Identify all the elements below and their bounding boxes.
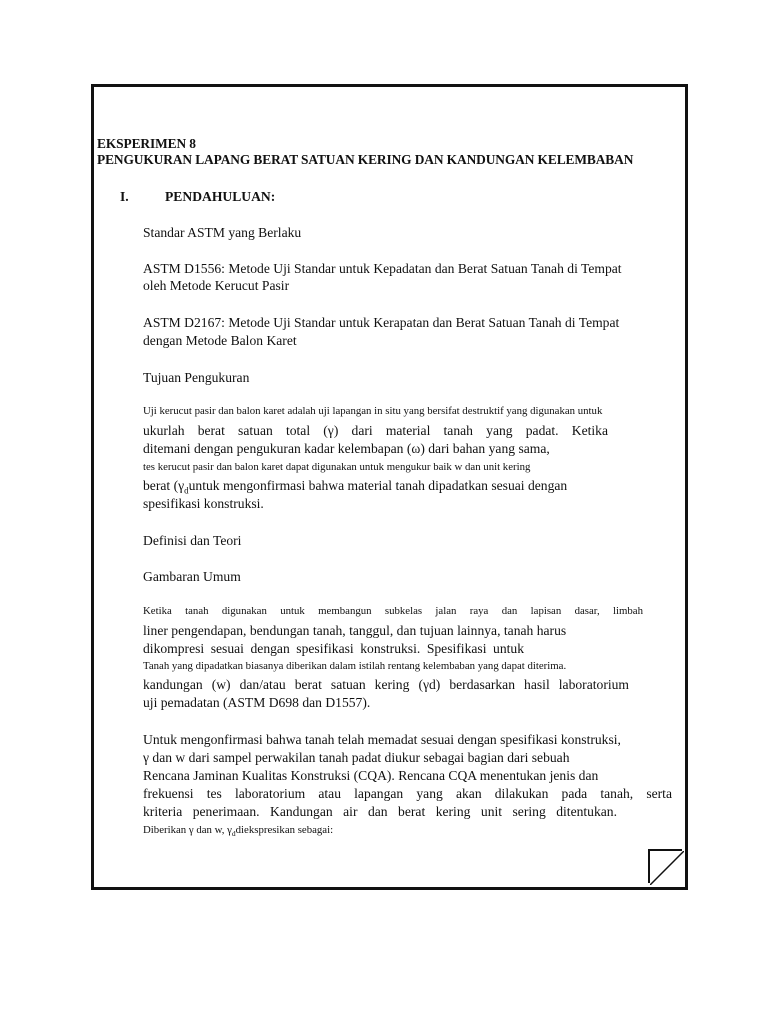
document-title: PENGUKURAN LAPANG BERAT SATUAN KERING DAN KANDUNGAN KELEMBABAN xyxy=(97,152,634,167)
astm-d2167-line2: dengan Metode Balon Karet xyxy=(143,333,297,348)
overview-p1-line-2: liner pengendapan, bendungan tanah, tanggul, dan tujuan lainnya, tanah harus xyxy=(143,623,567,638)
overview-p2-line-6-subscript: d xyxy=(231,829,236,839)
definitions-heading: Definisi dan Teori xyxy=(143,533,242,548)
standards-heading: Standar ASTM yang Berlaku xyxy=(143,225,302,240)
overview-p2-line-3: Rencana Jaminan Kualitas Konstruksi (CQA). Rencana CQA menentukan jenis dan xyxy=(143,768,599,783)
overview-p1-line-4: Tanah yang dipadatkan biasanya diberikan dalam istilah rentang kelembaban yang dapat diterima. xyxy=(143,660,567,672)
section-number: I. xyxy=(120,189,129,204)
purpose-line-5 xyxy=(143,478,567,496)
overview-p2-line-6-prefix: Diberikan γ dan w, γ xyxy=(143,824,232,836)
overview-p2-line-6 xyxy=(143,824,333,838)
purpose-line-5-subscript: d xyxy=(184,485,189,496)
overview-p2-line-4: frekuensi tes laboratorium atau lapangan yang akan dilakukan pada tanah, serta xyxy=(143,786,672,801)
purpose-line-1: Uji kerucut pasir dan balon karet adalah uji lapangan in situ yang bersifat destruktif yang digunakan untuk xyxy=(143,405,603,417)
astm-d1556-line1: ASTM D1556: Metode Uji Standar untuk Kepadatan dan Berat Satuan Tanah di Tempat xyxy=(143,261,622,276)
overview-heading: Gambaran Umum xyxy=(143,569,241,584)
overview-p1-line-3: dikompresi sesuai dengan spesifikasi konstruksi. Spesifikasi untuk xyxy=(143,641,524,656)
purpose-line-4: tes kerucut pasir dan balon karet dapat digunakan untuk mengukur baik w dan unit kering xyxy=(143,461,531,473)
overview-p2-line-5: kriteria penerimaan. Kandungan air dan berat kering unit sering ditentukan. xyxy=(143,804,617,819)
purpose-line-5-prefix: berat (γ xyxy=(143,478,185,493)
purpose-line-5-rest: untuk mengonfirmasi bahwa material tanah dipadatkan sesuai dengan xyxy=(188,478,568,493)
astm-d1556-line2: oleh Metode Kerucut Pasir xyxy=(143,278,290,293)
purpose-line-3: ditemani dengan pengukuran kadar kelembapan (ω) dari bahan yang sama, xyxy=(143,441,550,456)
purpose-heading: Tujuan Pengukuran xyxy=(143,370,250,385)
experiment-label: EKSPERIMEN 8 xyxy=(97,136,196,151)
purpose-line-2: ukurlah berat satuan total (γ) dari material tanah yang padat. Ketika xyxy=(143,423,608,438)
page-corner-mark xyxy=(648,849,682,883)
overview-p1-line-5: kandungan (w) dan/atau berat satuan kering (γd) berdasarkan hasil laboratorium xyxy=(143,677,629,692)
overview-p2-line-2: γ dan w dari sampel perwakilan tanah padat diukur sebagai bagian dari sebuah xyxy=(143,750,570,765)
overview-p2-line-6-rest: diekspresikan sebagai: xyxy=(235,824,334,836)
section-heading: PENDAHULUAN: xyxy=(165,189,276,204)
overview-p1-line-1: Ketika tanah digunakan untuk membangun subkelas jalan raya dan lapisan dasar, limbah xyxy=(143,605,643,617)
overview-p2-line-1: Untuk mengonfirmasi bahwa tanah telah memadat sesuai dengan spesifikasi konstruksi, xyxy=(143,732,621,747)
purpose-line-6: spesifikasi konstruksi. xyxy=(143,496,264,511)
diagonal-line-icon xyxy=(650,851,684,885)
overview-p1-line-6: uji pemadatan (ASTM D698 dan D1557). xyxy=(143,695,371,710)
astm-d2167-line1: ASTM D2167: Metode Uji Standar untuk Kerapatan dan Berat Satuan Tanah di Tempat xyxy=(143,315,620,330)
